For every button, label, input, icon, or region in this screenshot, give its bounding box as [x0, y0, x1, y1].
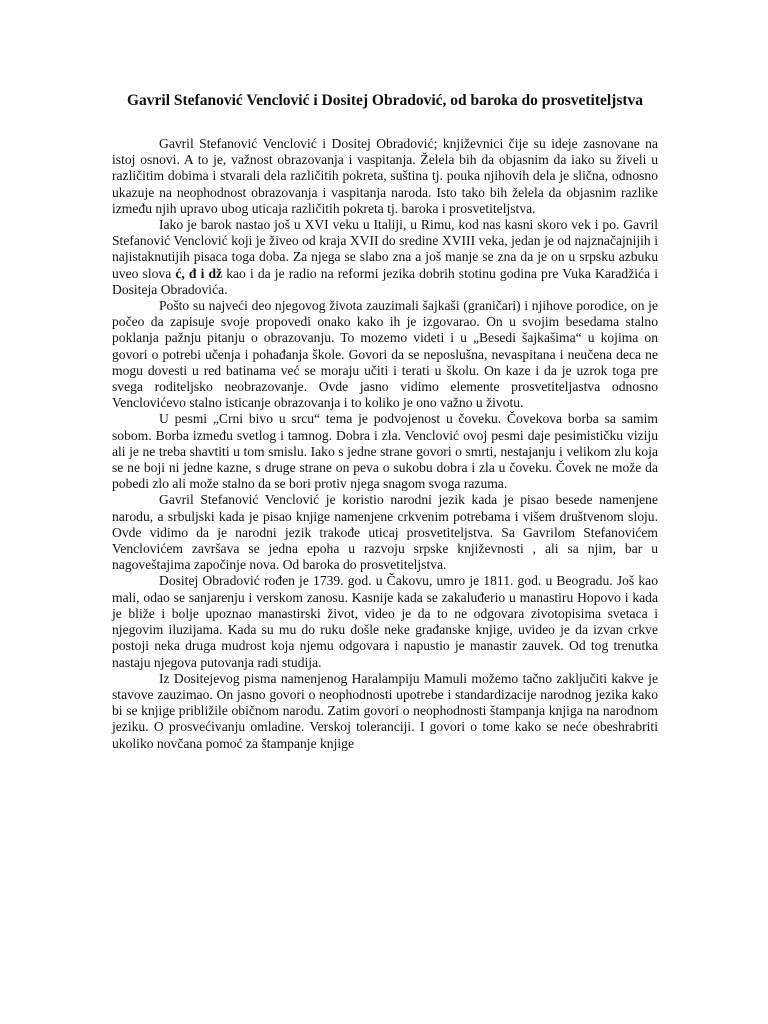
paragraph: [112, 492, 658, 573]
paragraph: [112, 136, 658, 217]
paragraph: [112, 573, 658, 670]
text-run: Gavril Stefanović Venclović i Dositej Obradović; književnici čije su ideje zasnovane na istoj osnovi. A to je, važnost obrazovanja i vaspitanja. Želela bih da objasnim da iako su živeli u različitim dobima i stvarali dela različitih pokreta, suština tj. pouka njihovih dela je slična, odnosno ukazuje na neophodnost obrazovanja i vaspitanja naroda. Isto tako bih želela da objasnim razlike između njih upravo ubog uticaja različitih pokreta tj. baroka i prosvetiteljstva.: [112, 136, 658, 216]
paragraph: [112, 298, 658, 411]
document-body: [112, 136, 658, 752]
bold-text-run: ć, đ i dž: [175, 265, 223, 281]
text-run: kao i da je radio na reformi jezika dobrih stotinu godina pre Vuka Karadžića i Dositeja Obradovića.: [112, 265, 658, 297]
text-run: Pošto su najveći deo njegovog života zauzimali šajkaši (graničari) i njihove porodice, on je počeo da zapisuje svoje propovedi onako kako ih je izgovarao. On u svojim besedama stalno poklanja pažnju pitanju o obrazovanju. To mozemo videti i u „Besedi šajkašima“ u kojima on govori o potrebi učenja i pohađanja škole. Govori da se neposlušna, nevaspitana i neučena deca ne mogu dovesti u red batinama već se moraju učiti i terati u školu. On kaze i da je uzrok toga pre svega roditeljsko neobrazovanje. Ovde jasno vidimo elemente prosvetiteljastva odnosno Venclovićevo stalno isticanje obrazovanja i to koliko je ono važno u životu.: [112, 298, 658, 411]
text-run: Gavril Stefanović Venclović je koristio narodni jezik kada je pisao besede namenjene narodu, a srbuljski kada je pisao knjige namenjene crkvenim potrebama i višem društvenom sloju. Ovde vidimo da je narodni jezik trakođe uticaj prosvetiteljstva. Sa Gavrilom Stefanovićem Venclovićem završava se jedna epoha u razvoju srpske književnosti , ali sa njim, bar u nagoveštajima započinje nova. Od baroka do prosvetiteljstva.: [112, 492, 658, 573]
paragraph: [112, 411, 658, 492]
text-run: U pesmi „Crni bivo u srcu“ tema je podvojenost u čoveku. Čovekova borba sa samim sobom. Borba između svetlog i tamnog. Dobra i zla. Venclović ovoj pesmi daje pesimističku viziju ali je ne treba shavtiti u tom smislu. Iako s jedne strane govori o smrti, nestajanju i velikom zlu koja se ne boji ni jedne kazne, s druge strane on peva o sukobu dobra i zla u čoveku. Čovek ne može da pobedi zlo ali može stalno da se bori protiv njega snagom svoga razuma.: [112, 411, 658, 492]
text-run: Dositej Obradović rođen je 1739. god. u Čakovu, umro je 1811. god. u Beogradu. Još kao mali, odao se sanjarenju i verskom zanosu. Kasnije kada se zakaluđerio u manastiru Hopovo i kada je bliže i bolje upoznao manastirski život, video je da to ne odgovara zivotopisima svetaca i njegovim iluzijama. Kada su mu do ruku došle neke građanske knjige, uvideo je da izvan crkve postoji neka druga mudrost koja njemu odgovara i napustio je manastir zauvek. Od tog trenutka nastaju njegova putovanja radi studija.: [112, 573, 658, 670]
document-title: Gavril Stefanović Venclović i Dositej Obradović, od baroka do prosvetiteljstva: [126, 92, 644, 109]
document-page: [112, 90, 658, 752]
text-run: Iako je barok nastao još u XVI veku u Italiji, u Rimu, kod nas kasni skoro vek i po. Gavril Stefanović Venclović koji je živeo od kraja XVII do sredine XVIII veka, jedan je od najznačajnijih i najistaknutijih pisaca toga doba. Za njega se slabo zna a još manje se zna da je on u srpsku azbuku uveo slova: [112, 217, 658, 281]
paragraph: [112, 217, 658, 298]
text-run: Iz Dositejevog pisma namenjenog Haralampiju Mamuli možemo tačno zaključiti kakve je stavove zauzimao. On jasno govori o neophodnosti upotrebe i standardizacije narodnog jezika kako bi se knjige približile običnom narodu. Zatim govori o neophodnosti štampanja knjiga na narodnom jeziku. O prosvećivanju omladine. Verskoj toleranciji. I govori o tome kako se neće obeshrabriti ukoliko novčana pomoć za štampanje knjige: [112, 670, 658, 751]
paragraph: [112, 671, 658, 752]
